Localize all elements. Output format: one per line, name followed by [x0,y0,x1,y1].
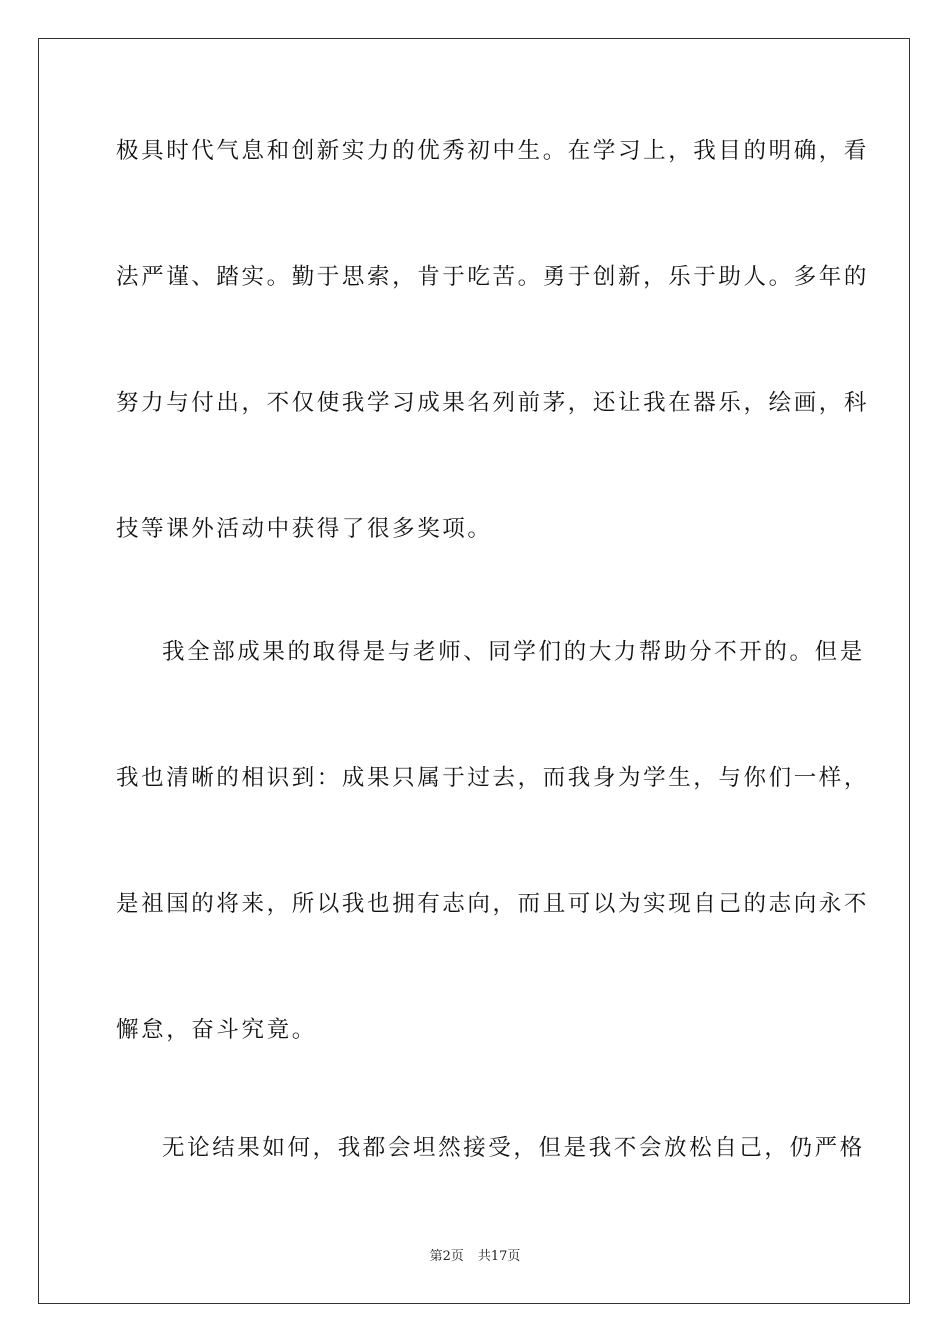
page-footer [0,1248,950,1266]
paragraph-2-line-4: 懈怠，奋斗究竟。 [116,1017,317,1043]
paragraph-2-line-3: 是祖国的将来，所以我也拥有志向，而且可以为实现自己的志向永不 [116,891,870,917]
paragraph-3-line-1: 无论结果如何，我都会坦然接受，但是我不会放松自己，仍严格 [162,1135,865,1161]
page-total: 共17页 [477,1249,521,1264]
text-line-4: 技等课外活动中获得了很多奖项。 [116,516,493,542]
page-number: 第2页 [429,1249,464,1264]
paragraph-2-line-2: 我也清晰的相识到：成果只属于过去，而我身为学生，与你们一样， [116,765,870,791]
page-border [38,38,910,1304]
text-line-1: 极具时代气息和创新实力的优秀初中生。在学习上，我目的明确，看 [116,138,870,164]
text-line-3: 努力与付出，不仅使我学习成果名列前茅，还让我在器乐，绘画，科 [116,390,870,416]
paragraph-2-line-1: 我全部成果的取得是与老师、同学们的大力帮助分不开的。但是 [162,639,865,665]
text-line-2: 法严谨、踏实。勤于思索，肯于吃苦。勇于创新，乐于助人。多年的 [116,264,870,290]
